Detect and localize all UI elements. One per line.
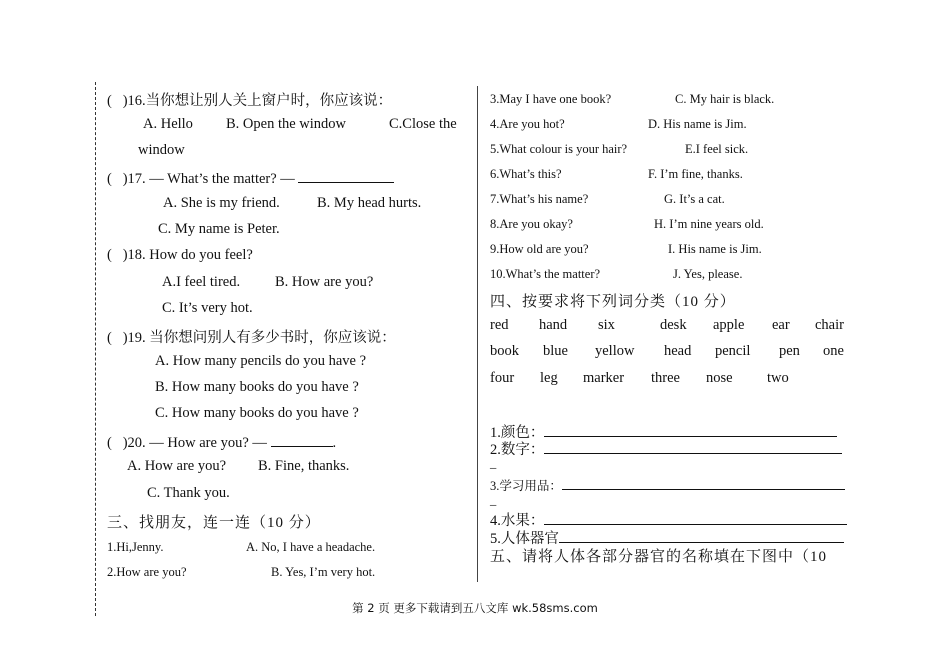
- match-answer-g[interactable]: G. It’s a cat.: [664, 192, 725, 206]
- q18-option-c: C. It’s very hot.: [162, 300, 253, 316]
- category-body-parts-blank[interactable]: [559, 528, 844, 543]
- category-numbers-tail: _: [490, 456, 497, 470]
- match-question-1[interactable]: 1.Hi,Jenny.: [107, 540, 164, 554]
- match-answer-j[interactable]: J. Yes, please.: [673, 267, 743, 281]
- match-answer-d[interactable]: D. His name is Jim.: [648, 117, 747, 131]
- category-fruit-blank[interactable]: [544, 510, 847, 525]
- word-item: book: [490, 343, 519, 359]
- column-divider: [477, 86, 478, 582]
- q17-option-a: A. She is my friend.: [163, 195, 280, 211]
- question-20-stem: )20. — How are you? —: [122, 435, 271, 451]
- answer-bracket[interactable]: (: [107, 435, 112, 451]
- question-20: [107, 432, 336, 452]
- match-question-5[interactable]: 5.What colour is your hair?: [490, 142, 628, 156]
- question-16: [107, 89, 392, 110]
- category-body-parts-label: 5.人体器官: [490, 531, 559, 547]
- word-item: head: [664, 343, 692, 359]
- match-answer-a[interactable]: A. No, I have a headache.: [246, 540, 376, 554]
- q16-option-c-continued: window: [138, 142, 185, 158]
- match-question-7[interactable]: 7.What’s his name?: [490, 192, 589, 206]
- match-question-6[interactable]: 6.What’s this?: [490, 167, 562, 181]
- word-item: blue: [543, 343, 568, 359]
- word-item: yellow: [595, 343, 635, 359]
- q20-option-a: A. How are you?: [127, 458, 227, 474]
- q18-option-a: A.I feel tired.: [162, 274, 241, 290]
- q17-option-c: C. My name is Peter.: [158, 221, 280, 237]
- category-fruit-label: 4.水果：: [490, 513, 545, 529]
- q16-option-c: C.Close the: [389, 116, 457, 132]
- match-answer-f[interactable]: F. I’m fine, thanks.: [648, 167, 743, 181]
- match-answer-b[interactable]: B. Yes, I’m very hot.: [271, 565, 376, 579]
- answer-bracket[interactable]: (: [107, 93, 112, 109]
- fill-blank[interactable]: [298, 168, 394, 183]
- category-colors-label: 1.颜色：: [490, 425, 545, 441]
- section-5-title: 五、请将人体各部分器官的名称填在下图中（10: [490, 549, 828, 565]
- match-question-9[interactable]: 9.How old are you?: [490, 242, 589, 256]
- category-stationery: [490, 476, 845, 494]
- word-item: nose: [706, 370, 733, 386]
- match-answer-i[interactable]: I. His name is Jim.: [668, 242, 762, 256]
- question-20-stem-end: .: [332, 435, 337, 451]
- section-3-title: 三、找朋友，连一连（10 分）: [107, 515, 321, 531]
- word-item: ear: [772, 317, 790, 333]
- match-answer-c[interactable]: C. My hair is black.: [675, 92, 775, 106]
- q17-option-b: B. My head hurts.: [317, 195, 422, 211]
- category-numbers-blank[interactable]: [544, 439, 842, 454]
- category-numbers: [490, 438, 842, 459]
- word-item: six: [598, 317, 615, 333]
- category-stationery-tail: _: [490, 493, 497, 507]
- word-item: three: [651, 370, 680, 386]
- page-footer: 第 2 页 更多下载请到五八文库 wk.58sms.com: [352, 601, 598, 615]
- word-item: red: [490, 317, 509, 333]
- q20-option-b: B. Fine, thanks.: [258, 458, 350, 474]
- question-19: [107, 326, 396, 347]
- category-numbers-label: 2.数字：: [490, 442, 545, 458]
- word-item: four: [490, 370, 515, 386]
- word-item: pencil: [715, 343, 751, 359]
- word-item: leg: [540, 370, 558, 386]
- match-question-2[interactable]: 2.How are you?: [107, 565, 187, 579]
- binding-dashed-line: [95, 82, 96, 616]
- q16-option-b: B. Open the window: [226, 116, 347, 132]
- match-question-4[interactable]: 4.Are you hot?: [490, 117, 565, 131]
- q19-option-c: C. How many books do you have ?: [155, 405, 359, 421]
- match-question-8[interactable]: 8.Are you okay?: [490, 217, 573, 231]
- match-question-3[interactable]: 3.May I have one book?: [490, 92, 612, 106]
- category-stationery-blank[interactable]: [562, 477, 845, 490]
- question-17-stem: )17. — What’s the matter? —: [122, 171, 299, 187]
- q18-option-b: B. How are you?: [275, 274, 374, 290]
- category-stationery-label: 3.学习用品：: [490, 479, 562, 493]
- q20-option-c: C. Thank you.: [147, 485, 230, 501]
- question-17: [107, 168, 394, 188]
- q16-option-a: A. Hello: [143, 116, 193, 132]
- answer-bracket[interactable]: (: [107, 247, 112, 263]
- q19-option-a: A. How many pencils do you have ?: [155, 353, 367, 369]
- word-item: pen: [779, 343, 800, 359]
- word-item: marker: [583, 370, 625, 386]
- q19-option-b: B. How many books do you have ?: [155, 379, 359, 395]
- match-question-10[interactable]: 10.What’s the matter?: [490, 267, 601, 281]
- question-18-stem: )18. How do you feel?: [122, 247, 253, 263]
- word-item: one: [823, 343, 844, 359]
- category-colors-blank[interactable]: [544, 422, 837, 437]
- word-item: apple: [713, 317, 745, 333]
- word-item: desk: [660, 317, 687, 333]
- answer-bracket[interactable]: (: [107, 171, 112, 187]
- section-4-title: 四、按要求将下列词分类（10 分）: [490, 294, 736, 310]
- word-item: hand: [539, 317, 568, 333]
- question-16-stem: )16.当你想让别人关上窗户时，你应该说：: [122, 93, 393, 109]
- answer-bracket[interactable]: (: [107, 330, 112, 346]
- word-item: two: [767, 370, 789, 386]
- fill-blank[interactable]: [271, 432, 333, 447]
- question-18: [107, 247, 253, 264]
- match-answer-e[interactable]: E.I feel sick.: [685, 142, 749, 156]
- match-answer-h[interactable]: H. I’m nine years old.: [654, 217, 764, 231]
- question-19-stem: )19. 当你想问别人有多少书时，你应该说：: [122, 330, 396, 346]
- word-item: chair: [815, 317, 844, 333]
